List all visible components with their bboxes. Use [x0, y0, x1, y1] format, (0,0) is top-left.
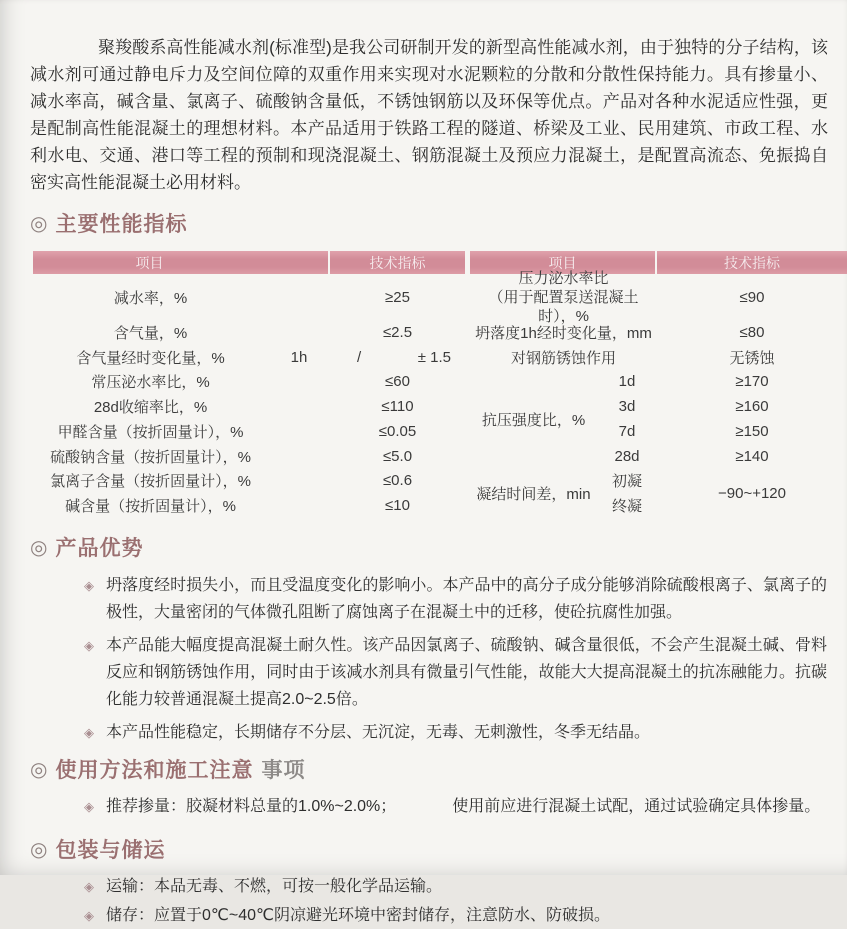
row-group-subs	[597, 370, 657, 469]
performance-table-left	[33, 251, 465, 518]
row-label-line2: （用于配置泵送混凝土时），%	[488, 288, 639, 325]
row-label-line1: 压力泌水率比	[518, 269, 609, 287]
usage-list	[0, 793, 847, 820]
list-item-text: 运输：本品无毒、不燃，可按一般化学品运输。	[106, 878, 443, 895]
row-value: ≤10	[385, 497, 410, 515]
row-value: ≥150	[735, 422, 769, 440]
intro-paragraph: 聚羧酸系高性能减水剂(标准型)是我公司研制开发的新型高性能减水剂，由于独特的分子结构，该减水剂可通过静电斥力及空间位障的双重作用来实现对水泥颗粒的分散和分散性保持能力。具有掺量小、减水率高，碱含量、氯离子、硫酸钠含量低，不锈蚀钢筋以及环保等优点。产品对各种水泥适应性强，更是配制高性能混凝土的理想材料。本产品适用于铁路工程的隧道、桥梁及工业、民用建筑、市政工程、水利水电、交通、港口等工程的预制和现浇混凝土、钢筋混凝土及预应力混凝土，是配置高流态、免振捣自密实高性能混凝土必用材料。	[30, 38, 828, 192]
list-item-text: 本产品能大幅度提高混凝土耐久性。该产品因氯离子、硫酸钠、碱含量很低，不会产生混凝土碱、骨料反应和钢筋锈蚀作用，同时由于该减水剂具有微量引气性能，故能大大提高混凝土的抗冻融能力。抗碳化能力较普通混凝土提高2.0~2.5倍。	[106, 637, 827, 708]
row-value-b: ± 1.5	[417, 348, 451, 366]
row-value: ≤0.6	[382, 472, 413, 490]
performance-table	[33, 251, 847, 518]
row-sub: 28d	[614, 447, 640, 465]
row-label: 28d收缩率比，%	[93, 399, 208, 417]
section-marker-icon: ◎	[30, 838, 48, 861]
row-label: 硫酸钠含量（按折固量计），%	[50, 448, 251, 466]
row-label: 甲醛含量（按折固量计），%	[57, 423, 244, 441]
section-heading-usage	[0, 754, 847, 784]
section-heading-packaging	[0, 834, 847, 864]
table-row	[33, 345, 465, 370]
list-item-text: 储存：应置于0℃~40℃阴凉避光环境中密封储存，注意防水、防破损。	[106, 907, 610, 924]
section-title: 使用方法和施工注意	[55, 759, 254, 782]
diamond-bullet-icon: ◈	[84, 908, 94, 923]
row-value: ≤110	[381, 398, 414, 416]
row-label: 对钢筋锈蚀作用	[510, 349, 616, 367]
table-row	[33, 394, 465, 419]
table-row	[33, 419, 465, 444]
performance-table-right	[470, 251, 847, 518]
row-value: 无锈蚀	[729, 349, 775, 367]
row-sub: 7d	[618, 422, 636, 440]
row-label: 氯离子含量（按折固量计），%	[50, 473, 251, 491]
list-item-text: 坍落度经时损失小，而且受温度变化的影响小。本产品中的高分子成分能够消除硫酸根离子、氯离子的极性，大量密闭的气体微孔阻断了腐蚀离子在混凝土中的迁移，使砼抗腐性加强。	[106, 577, 827, 621]
section-title: 主要性能指标	[55, 213, 188, 236]
row-label: 常压泌水率比，%	[91, 374, 210, 392]
section-title: 包装与储运	[55, 839, 166, 862]
row-label: 减水率，%	[113, 289, 188, 307]
row-sub: 1d	[618, 373, 636, 391]
section-heading-advantages	[0, 532, 847, 562]
row-value: ≥160	[735, 398, 769, 416]
row-group-values	[657, 370, 847, 469]
row-group-label: 凝结时间差，min	[476, 485, 591, 503]
row-label: 坍落度1h经时变化量，mm	[475, 324, 652, 342]
list-item	[0, 572, 847, 626]
diamond-bullet-icon: ◈	[84, 879, 94, 894]
table-row	[470, 345, 847, 370]
row-label: 含气量，%	[113, 324, 188, 342]
packaging-list	[0, 873, 847, 929]
list-item-text: 本产品性能稳定，长期储存不分层、无沉淀，无毒、无刺激性，冬季无结晶。	[106, 724, 651, 741]
list-item	[0, 902, 847, 929]
row-label: 碱含量（按折固量计），%	[65, 498, 236, 516]
section-marker-icon: ◎	[30, 536, 48, 559]
table-row	[470, 320, 847, 345]
table-row	[33, 469, 465, 494]
row-value: ≤90	[739, 288, 765, 306]
table-row	[33, 444, 465, 469]
table-row	[33, 370, 465, 395]
row-value: ≤2.5	[382, 323, 413, 341]
list-item	[0, 719, 847, 746]
row-sub: 3d	[618, 398, 636, 416]
section-title: 产品优势	[55, 537, 144, 560]
dosage-text: 推荐掺量：胶凝材料总量的1.0%~2.0%；	[106, 798, 397, 815]
row-value: ≥140	[735, 447, 769, 465]
section-heading-performance	[0, 208, 847, 238]
section-marker-icon: ◎	[30, 212, 48, 235]
row-value: ≤60	[385, 373, 410, 391]
advantages-list	[0, 572, 847, 746]
list-item-text	[106, 793, 820, 820]
section-title-tail: 事项	[261, 759, 306, 782]
row-sub: 1h	[290, 348, 308, 366]
table-row-group-strength	[470, 370, 847, 469]
list-item	[0, 632, 847, 713]
column-header-indicator: 技术指标	[724, 254, 780, 271]
diamond-bullet-icon: ◈	[84, 725, 94, 740]
row-label: 含气量经时变化量，%	[76, 349, 225, 367]
row-label	[470, 269, 657, 326]
column-header-item: 项目	[470, 251, 657, 274]
row-value: ≥25	[385, 288, 410, 306]
row-sub: 终凝	[611, 498, 642, 516]
list-item	[0, 873, 847, 900]
table-row	[33, 274, 465, 320]
table-header-row	[33, 251, 465, 274]
row-value: −90~+120	[718, 484, 786, 502]
table-row	[470, 269, 847, 325]
table-row	[33, 493, 465, 518]
section-marker-icon: ◎	[30, 758, 48, 781]
diamond-bullet-icon: ◈	[84, 638, 94, 653]
row-value	[330, 349, 465, 366]
row-value: ≤80	[739, 323, 765, 341]
table-row	[33, 320, 465, 345]
diamond-bullet-icon: ◈	[84, 578, 94, 593]
row-group-subs	[597, 469, 657, 519]
trial-mix-note: 使用前应进行混凝土试配，通过试验确定具体掺量。	[452, 798, 821, 815]
row-group-label: 抗压强度比，%	[481, 411, 586, 429]
row-value: ≤0.05	[378, 422, 417, 440]
table-row-group-setting-time	[470, 469, 847, 519]
row-value: ≤5.0	[382, 447, 413, 465]
diamond-bullet-icon: ◈	[84, 799, 94, 814]
column-header-indicator: 技术指标	[369, 254, 426, 271]
row-sub: 初凝	[611, 473, 642, 491]
list-item	[0, 793, 847, 820]
row-value: ≥170	[735, 373, 769, 391]
row-value-a: /	[357, 348, 362, 366]
column-header-item: 项目	[33, 251, 330, 274]
